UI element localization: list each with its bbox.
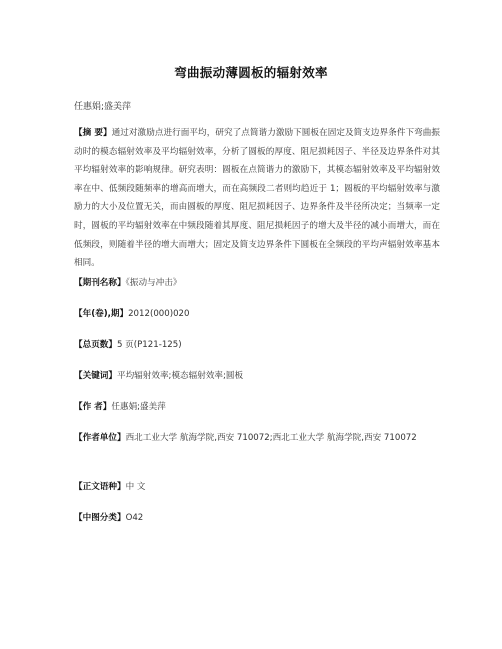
field-value: 中 文 xyxy=(125,482,146,492)
field-journal-name xyxy=(74,274,440,293)
field-value: O42 xyxy=(125,513,144,523)
field-language xyxy=(74,478,440,497)
abstract-text: 通过对激励点进行面平均，研究了点简谐力激励下圆板在固定及简支边界条件下弯曲振动时的模态辐射效率及平均辐射效率，分析了圆板的厚度、阻尼损耗因子、半径及边界条件对其平均辐射效率的影响规律。研究表明：圆板在点简谐力的激励下，其模态辐射效率及平均辐射效率在中、低频段随频率的增高而增大，而在高频段二者则均趋近于 1；圆板的平均辐射效率与激励力的大小及位置无关，而由圆板的厚度、阻尼损耗因子、边界条件及半径所决定；当频率一定时，圆板的平均辐射效率在中频段随着其厚度、阻尼损耗因子的增大及半径的减小而增大，而在低频段，则随着半径的增大而增大；固定及简支边界条件下圆板在全频段的平均声辐射效率基本相同。 xyxy=(74,128,440,269)
field-label: 【正文语种】 xyxy=(74,482,126,492)
field-classification xyxy=(74,509,440,528)
field-keywords xyxy=(74,367,440,386)
field-affiliation xyxy=(74,429,440,448)
field-label: 【年(卷),期】 xyxy=(74,309,129,319)
field-label: 【中图分类】 xyxy=(74,513,126,523)
field-year-volume-issue xyxy=(74,305,440,324)
field-value: 任惠娟;盛美萍 xyxy=(111,402,166,412)
field-value: 2012(000)020 xyxy=(128,309,190,319)
field-value: 《振动与冲击》 xyxy=(125,278,182,288)
field-label: 【作 者】 xyxy=(74,402,112,412)
field-value: 5 页(P121-125) xyxy=(116,340,182,350)
authors-line: 任惠娟;盛美萍 xyxy=(74,102,132,112)
field-label: 【作者单位】 xyxy=(74,433,126,443)
field-authors xyxy=(74,398,440,417)
field-label: 【期刊名称】 xyxy=(74,278,126,288)
page-title: 弯曲振动薄圆板的辐射效率 xyxy=(174,65,328,80)
field-value: 平均辐射效率;模态辐射效率;圆板 xyxy=(116,371,244,381)
field-total-pages xyxy=(74,336,440,355)
abstract-label: 【摘 要】 xyxy=(74,128,112,138)
abstract-block xyxy=(74,124,440,273)
field-label: 【总页数】 xyxy=(74,340,117,350)
field-value: 西北工业大学 航海学院,西安 710072;西北工业大学 航海学院,西安 710072 xyxy=(125,433,417,443)
field-label: 【关键词】 xyxy=(74,371,117,381)
